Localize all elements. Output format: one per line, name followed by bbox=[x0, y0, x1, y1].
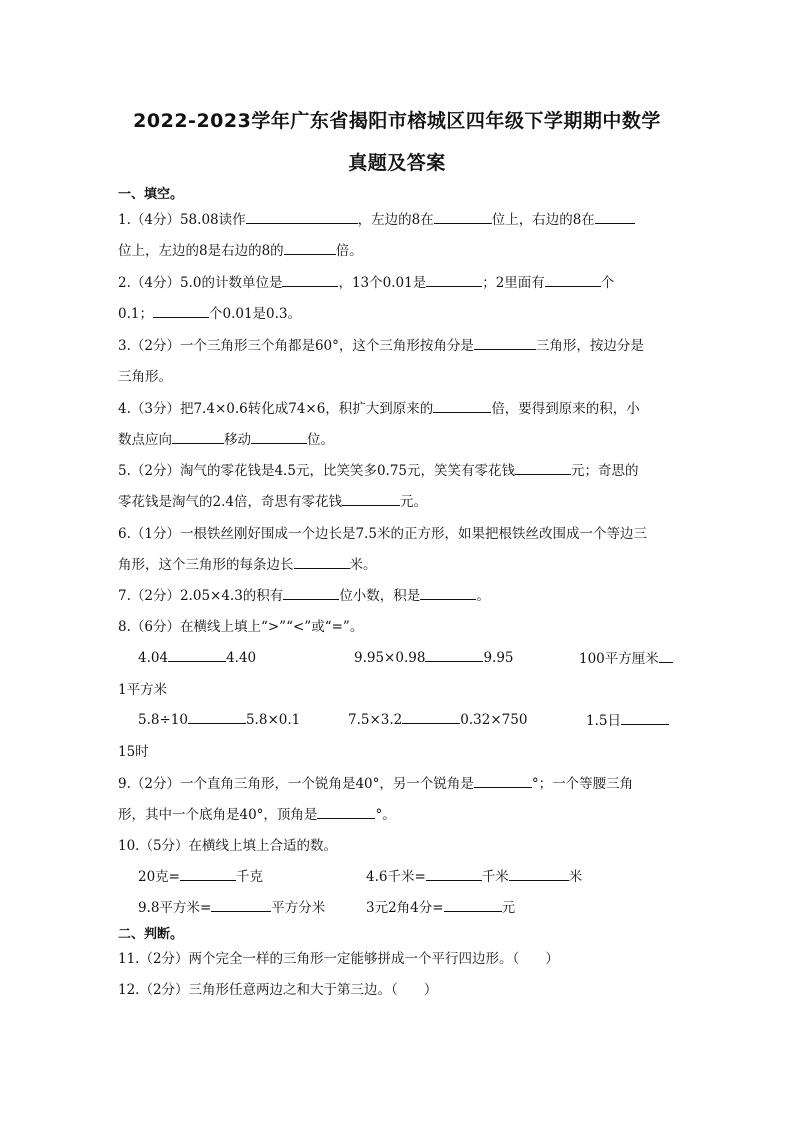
question-5-line2 bbox=[118, 490, 427, 510]
q8-row2-col2 bbox=[348, 709, 527, 728]
q4-text-a: 4.（3分）把7.4×0.6转化成74×6，积扩大到原来的 bbox=[118, 401, 434, 417]
q3-blank-angle-type[interactable] bbox=[474, 335, 536, 350]
q10-r2c1-unit: 平方分米 bbox=[271, 900, 326, 916]
q10-row2-col2 bbox=[366, 896, 515, 916]
q4-text-d: 移动 bbox=[224, 432, 251, 448]
q9-text-c: 形，其中一个底角是40°，顶角是 bbox=[118, 807, 318, 823]
q8-r2c3-blank[interactable] bbox=[621, 710, 669, 725]
q10-r1c2-left: 4.6千米= bbox=[366, 869, 426, 885]
q8-r1c3-left: 100平方厘米 bbox=[579, 651, 659, 667]
q1-text-c: 位上，右边的8在 bbox=[491, 212, 595, 228]
question-1-line2 bbox=[118, 239, 363, 259]
q9-text-d: °。 bbox=[375, 807, 396, 823]
q5-blank-xiaoxiao[interactable] bbox=[515, 460, 571, 475]
q1-blank-left-place[interactable] bbox=[434, 209, 492, 224]
q5-text-d: 元。 bbox=[399, 494, 427, 510]
q2-blank-count[interactable] bbox=[545, 272, 601, 287]
q10-r1c2-unit-m: 米 bbox=[568, 869, 583, 885]
q6-text-b: 角形，这个三角形的每条边长 bbox=[118, 557, 294, 573]
section-heading-fill-blank: 一、填空。 bbox=[118, 187, 184, 202]
q9-blank-other-angle[interactable] bbox=[474, 773, 532, 788]
q1-text-a: 1.（4分）58.08读作 bbox=[118, 212, 246, 228]
q1-blank-right-place[interactable] bbox=[595, 209, 635, 224]
q8-r1c2-right: 9.95 bbox=[483, 650, 514, 666]
q5-text-b: 元；奇思的 bbox=[571, 463, 639, 479]
q10-text-a: 10.（5分）在横线上填上合适的数。 bbox=[118, 838, 338, 854]
q10-r2c2-blank[interactable] bbox=[444, 897, 502, 912]
q8-r2c3-left: 1.5日 bbox=[586, 713, 621, 729]
q10-r2c1-left: 9.8平方米= bbox=[138, 900, 212, 916]
q8-row1-col2 bbox=[354, 647, 514, 666]
q7-text-c: 。 bbox=[476, 588, 490, 604]
page-title-line2: 真题及答案 bbox=[348, 152, 446, 174]
q2-text-f: 个0.01是0.3。 bbox=[208, 306, 302, 322]
q7-text-b: 位小数，积是 bbox=[339, 588, 421, 604]
q8-r1c2-left: 9.95×0.98 bbox=[354, 650, 426, 666]
q10-row1-col2 bbox=[366, 865, 582, 885]
q8-r2c1-left: 5.8÷10 bbox=[138, 712, 188, 728]
q1-text-d: 位上，左边的8是右边的8的 bbox=[118, 243, 284, 259]
question-5-line1 bbox=[118, 459, 639, 479]
q8-row1-wrap bbox=[118, 678, 167, 698]
q6-text-a: 6.（1分）一根铁丝刚好围成一个边长是7.5米的正方形，如果把根铁丝改围成一个等边三 bbox=[118, 526, 647, 542]
q10-r1c1-left: 20克= bbox=[138, 869, 180, 885]
q8-r2c2-left: 7.5×3.2 bbox=[348, 712, 403, 728]
q10-row1-col1 bbox=[138, 865, 263, 885]
q10-r2c1-blank[interactable] bbox=[211, 897, 271, 912]
section-heading-judge: 二、判断。 bbox=[118, 927, 184, 942]
q10-row2-col1 bbox=[138, 896, 325, 916]
question-4-line1 bbox=[118, 397, 640, 417]
q11-text-b: ） bbox=[545, 951, 559, 967]
q7-text-a: 7.（2分）2.05×4.3的积有 bbox=[118, 588, 284, 604]
q2-text-a: 2.（4分）5.0的计数单位是 bbox=[118, 275, 283, 291]
q10-r1c2-unit-km: 千米 bbox=[481, 869, 509, 885]
q9-blank-apex-angle[interactable] bbox=[317, 804, 375, 819]
q1-blank-reading[interactable] bbox=[246, 209, 358, 224]
q2-text-e: 0.1； bbox=[118, 306, 153, 322]
question-1-line1 bbox=[118, 208, 635, 228]
q2-blank-13-hundredths[interactable] bbox=[426, 272, 482, 287]
q3-text-a: 3.（2分）一个三角形三个角都是60°，这个三角形按角分是 bbox=[118, 338, 474, 354]
q4-text-b: 倍，要得到原来的积，小 bbox=[491, 401, 640, 417]
q5-text-a: 5.（2分）淘气的零花钱是4.5元，比笑笑多0.75元，笑笑有零花钱 bbox=[118, 463, 515, 479]
q10-r2c2-unit: 元 bbox=[501, 900, 516, 916]
q8-row1-col3 bbox=[579, 647, 673, 667]
q1-blank-times[interactable] bbox=[284, 240, 336, 255]
q10-r1c1-unit: 千克 bbox=[236, 869, 263, 885]
question-6-line1 bbox=[118, 522, 647, 542]
q8-r1c1-left: 4.04 bbox=[138, 650, 169, 666]
q6-text-c: 米。 bbox=[349, 557, 377, 573]
q2-text-d: 个 bbox=[600, 275, 615, 291]
q9-text-b: °；一个等腰三角 bbox=[531, 776, 634, 792]
q4-text-e: 位。 bbox=[307, 432, 334, 448]
q2-text-c: ；2里面有 bbox=[482, 275, 545, 291]
question-6-line2 bbox=[118, 553, 377, 573]
q8-r2c1-right: 5.8×0.1 bbox=[245, 712, 301, 728]
q4-text-c: 数点应向 bbox=[118, 432, 172, 448]
question-3-line2 bbox=[118, 365, 172, 385]
q8-r2c1-blank[interactable] bbox=[188, 709, 246, 724]
question-9-line1 bbox=[118, 772, 633, 792]
question-11 bbox=[118, 947, 559, 967]
q6-blank-side[interactable] bbox=[294, 554, 350, 569]
question-2-line2 bbox=[118, 302, 301, 322]
q2-blank-count-2[interactable] bbox=[153, 303, 209, 318]
q8-r1c1-right: 4.40 bbox=[226, 650, 257, 666]
question-4-line2 bbox=[118, 428, 334, 448]
q1-text-e: 倍。 bbox=[335, 243, 363, 259]
q4-blank-places[interactable] bbox=[251, 429, 307, 444]
q10-r1c2-blank-m[interactable] bbox=[509, 866, 569, 881]
q8-r1-wrap-text: 1平方米 bbox=[118, 682, 168, 698]
q12-text-b: ） bbox=[423, 982, 438, 998]
q8-row1-col1 bbox=[138, 647, 256, 666]
q3-text-c: 三角形。 bbox=[118, 369, 172, 385]
q9-text-a: 9.（2分）一个直角三角形，一个锐角是40°，另一个锐角是 bbox=[118, 776, 474, 792]
q7-blank-product[interactable] bbox=[420, 585, 476, 600]
question-10-heading bbox=[118, 834, 337, 854]
question-8-heading bbox=[118, 615, 363, 635]
page-title-line1: 2022-2023学年广东省揭阳市榕城区四年级下学期期中数学 bbox=[133, 110, 661, 132]
q2-text-b: ，13个0.01是 bbox=[338, 275, 427, 291]
q12-text-a: 12.（2分）三角形任意两边之和大于第三边。（ bbox=[118, 982, 398, 998]
question-3-line1 bbox=[118, 334, 644, 354]
q8-row2-col3 bbox=[586, 709, 669, 729]
q8-r1c2-blank[interactable] bbox=[425, 647, 483, 662]
q11-text-a: 11.（2分）两个完全一样的三角形一定能够拼成一个平行四边形。（ bbox=[118, 951, 520, 967]
q8-r2c2-blank[interactable] bbox=[402, 709, 460, 724]
q8-text-a: 8.（6分）在横线上填上“>”“<”或“=”。 bbox=[118, 619, 364, 635]
q4-blank-times[interactable] bbox=[433, 398, 491, 413]
q8-r2-wrap-text: 15时 bbox=[118, 744, 149, 760]
q5-text-c: 零花钱是淘气的2.4倍，奇思有零花钱 bbox=[118, 494, 342, 510]
q2-blank-unit[interactable] bbox=[282, 272, 338, 287]
q4-blank-direction[interactable] bbox=[172, 429, 224, 444]
q10-r1c1-blank[interactable] bbox=[180, 866, 236, 881]
q8-r1c1-blank[interactable] bbox=[168, 647, 226, 662]
q8-row2-col1 bbox=[138, 709, 300, 728]
q1-text-b: ，左边的8在 bbox=[357, 212, 434, 228]
q8-r2c2-right: 0.32×750 bbox=[460, 712, 528, 728]
q10-r2c2-left: 3元2角4分= bbox=[366, 900, 444, 916]
question-7 bbox=[118, 584, 490, 604]
q8-r1c3-blank[interactable] bbox=[659, 648, 673, 663]
question-9-line2 bbox=[118, 803, 396, 823]
q7-blank-decimals[interactable] bbox=[283, 585, 339, 600]
question-12 bbox=[118, 978, 437, 998]
question-2-line1 bbox=[118, 271, 614, 291]
q8-row2-wrap bbox=[118, 740, 149, 760]
q3-text-b: 三角形，按边分是 bbox=[535, 338, 644, 354]
q10-r1c2-blank-km[interactable] bbox=[426, 866, 482, 881]
q5-blank-qisi[interactable] bbox=[342, 491, 400, 506]
